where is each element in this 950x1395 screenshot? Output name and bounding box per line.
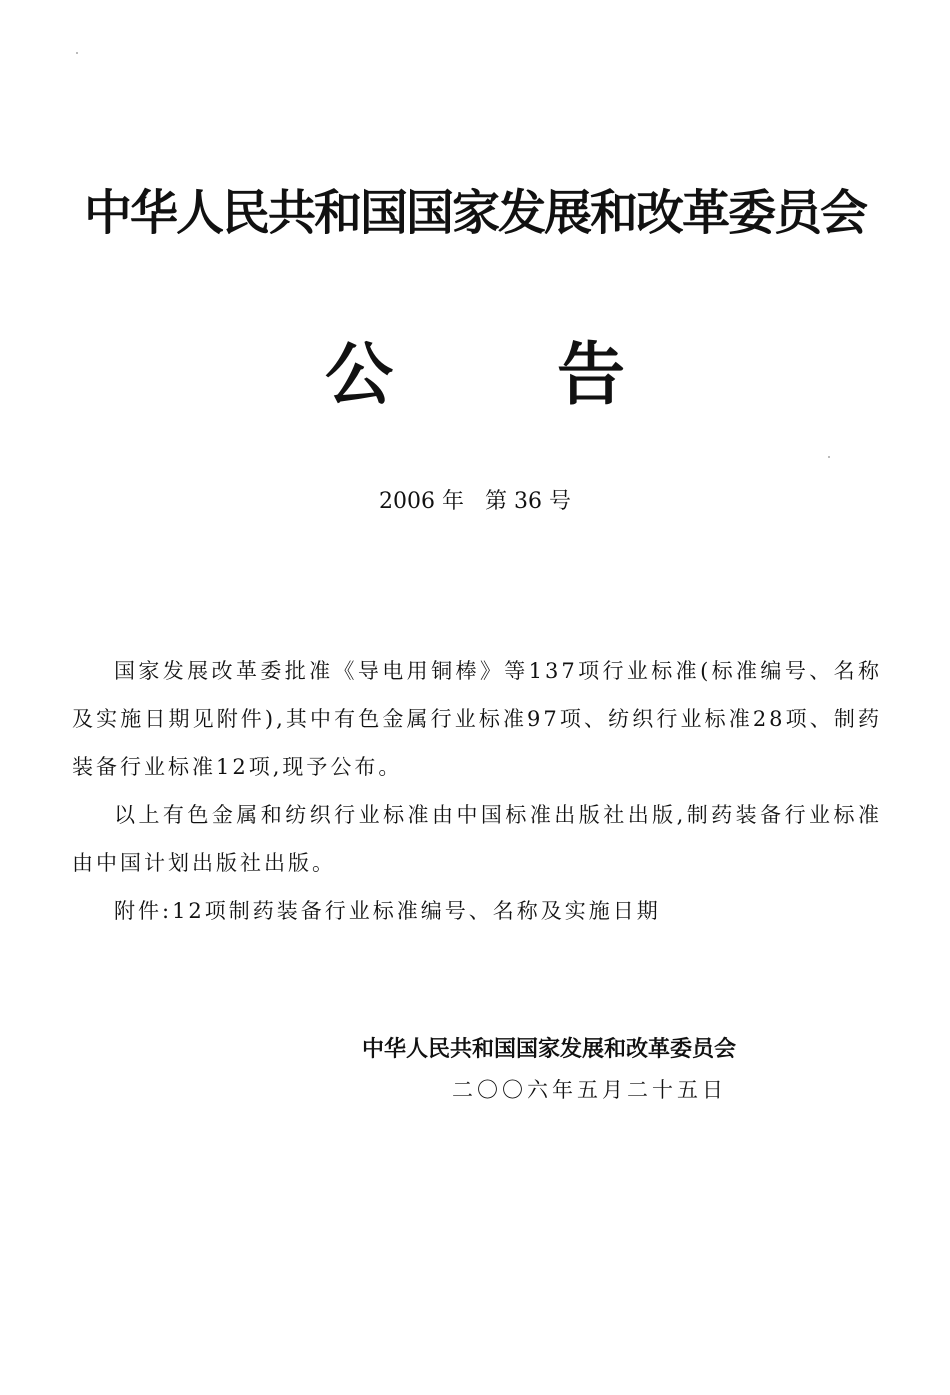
issue-date: 二〇〇六年五月二十五日	[452, 1078, 727, 1102]
body-paragraph: 以上有色金属和纺织行业标准由中国标准出版社出版,制药装备行业标准由中国计划出版社出版。	[72, 803, 882, 875]
announcement-body	[72, 647, 882, 935]
scan-speck	[828, 456, 830, 458]
issuer-signature: 中华人民共和国国家发展和改革委员会	[362, 1037, 737, 1062]
scan-speck	[76, 52, 78, 54]
document-type-char-1: 公	[325, 336, 394, 415]
document-type-title	[325, 336, 635, 416]
attachment-note: 附件:12项制药装备行业标准编号、名称及实施日期	[114, 899, 661, 923]
body-paragraph: 国家发展改革委批准《导电用铜棒》等137项行业标准(标准编号、名称及实施日期见附件),其中有色金属行业标准97项、纺织行业标准28项、制药装备行业标准12项,现予公布。	[72, 659, 882, 779]
document-type-char-2: 告	[557, 336, 626, 415]
agency-title: 中华人民共和国国家发展和改革委员会	[83, 185, 866, 241]
document-number: 2006 年 第 36 号	[379, 489, 571, 514]
